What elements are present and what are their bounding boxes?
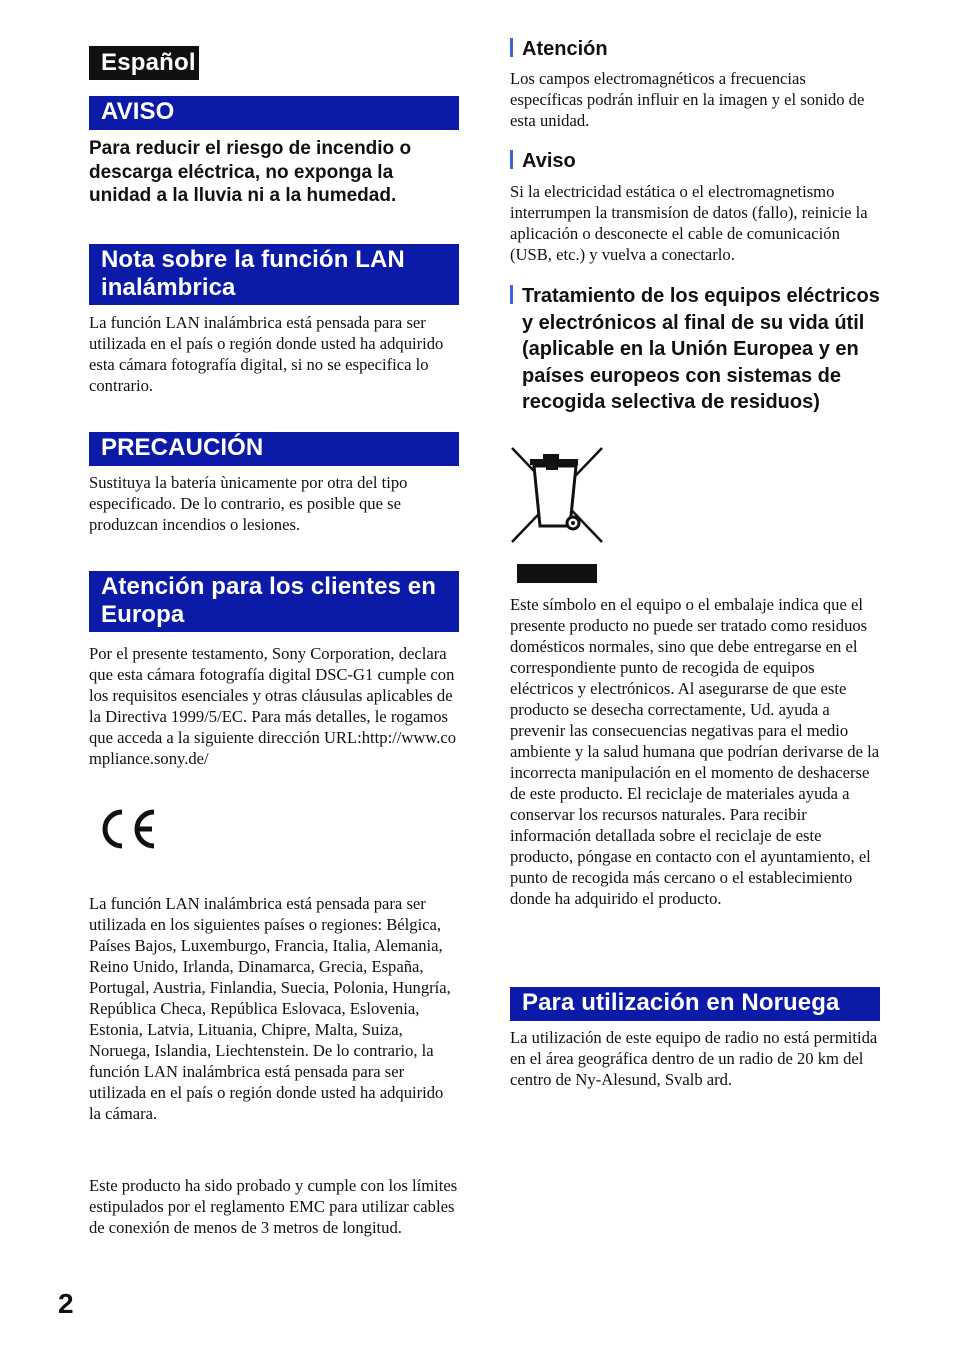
subheading-weee: Tratamiento de los equipos eléctricos y electrónicos al final de su vida útil (aplicable en la Unión Europea y en países europeos con sistemas de recogida selectiva de residuos) <box>510 283 884 416</box>
lan-note-text: La función LAN inalámbrica está pensada para ser utilizada en el país o región donde usted ha adquirido esta cámara fotografía digital, si no se especifica lo contrario. <box>89 313 444 395</box>
weee-text: Este símbolo en el equipo o el embalaje indica que el presente producto no puede ser tratado como residuos domésticos normales, sino que debe entregarse en el correspondiente punto de recogida de equipos eléctricos y electrónicos. Al asegurarse de que este producto se desecha correctamente, Ud. ayuda a prevenir las consecuencias negativas para el medio ambiente y la salud humana que podrían derivarse de la incorrecta manipulación en el momento de deshacerse de este producto. El reciclaje de materiales ayuda a conservar los recursos naturales. Para recibir información detallada sobre el reciclaje de este producto, póngase en contacto con el ayuntamiento, el punto de recogida más cercano o el establecimiento donde ha adquirido el producto. <box>510 595 880 908</box>
europa-text: Por el presente testamento, Sony Corporation, declara que esta cámara fotografía digital DSC-G1 cumple con los requisitos esenciales y otras cláusulas aplicables de la Directiva 1999/5/EC. Para más detalles, le rogamos que acceda a la siguiente dirección URL:http://www.compliance.sony.de/ <box>89 644 457 768</box>
crossed-out-wheelie-bin-icon <box>510 446 606 546</box>
section-title-europa: Atención para los clientes en Europa <box>89 571 459 632</box>
ce-mark-icon <box>94 806 158 852</box>
weee-black-bar <box>517 564 597 583</box>
section-title-noruega: Para utilización en Noruega <box>510 987 880 1021</box>
europa-emc-text: Este producto ha sido probado y cumple con los límites estipulados por el reglamento EMC para utilizar cables de conexión de menos de 3 metros de longitud. <box>89 1176 458 1237</box>
language-tab: Español <box>89 46 199 80</box>
aviso-text: Si la electricidad estática o el electromagnetismo interrumpen la transmisíon de datos (fallo), reinicie la aplicación o desconecte el cable de comunicación (USB, etc.) y vuelva a conectarlo. <box>510 182 868 264</box>
precaucion-text: Sustituya la batería ùnicamente por otra del tipo especificado. De lo contrario, es posible que se produzcan incendios o lesiones. <box>89 473 408 534</box>
atencion-text: Los campos electromagnéticos a frecuencias específicas podrán influir en la imagen y el sonido de esta unidad. <box>510 69 865 130</box>
section-title-aviso: AVISO <box>89 96 459 130</box>
europa-countries-text: La función LAN inalámbrica está pensada para ser utilizada en los siguientes países o regiones: Bélgica, Países Bajos, Luxemburgo, Francia, Italia, Alemania, Reino Unido, Irlanda, Dinamarca, Grecia, España, Portugal, Austria, Finlandia, Suecia, Polonia, Hungría, República Checa, República Eslovaca, Eslovenia, Estonia, Latvia, Lituania, Chipre, Malta, Suiza, Noruega, Islandia, Liechtenstein. De lo contrario, la función LAN inalámbrica está pensada para ser utilizada en el país o región donde usted ha adquirido la cámara. <box>89 894 451 1123</box>
section-title-precaucion: PRECAUCIÓN <box>89 432 459 466</box>
section-title-lan-note: Nota sobre la función LAN inalámbrica <box>89 244 459 305</box>
aviso-warning-text: Para reducir el riesgo de incendio o descarga eléctrica, no exponga la unidad a la lluvia ni a la humedad. <box>89 138 412 206</box>
page-number: 2 <box>58 1288 74 1319</box>
subheading-atencion: Atención <box>510 36 892 63</box>
subheading-aviso: Aviso <box>510 148 892 175</box>
noruega-text: La utilización de este equipo de radio no está permitida en el área geográfica dentro de un radio de 20 km del centro de Ny-Alesund, Svalb ard. <box>510 1028 878 1089</box>
